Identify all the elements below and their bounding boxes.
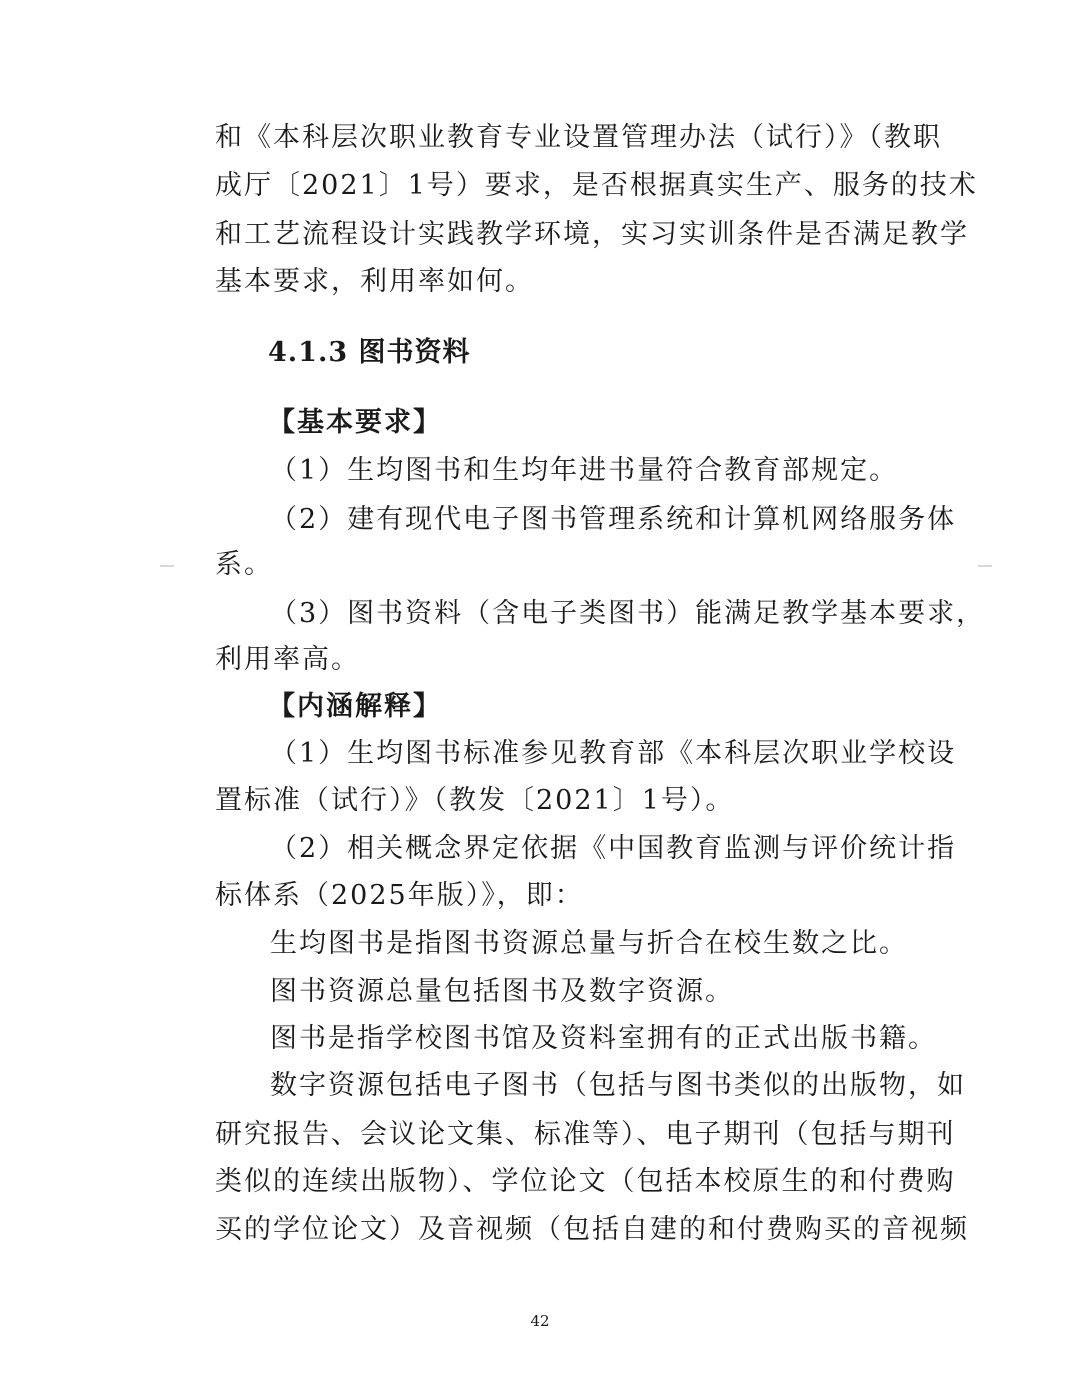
basic-req-item-2-line-1: （2）建有现代电子图书管理系统和计算机网络服务体 [270,504,957,535]
basic-req-item-1: （1）生均图书和生均年进书量符合教育部规定。 [270,455,899,486]
para1-line-2: 成厅〔2021〕1号）要求，是否根据真实生产、服务的技术 [215,170,978,201]
para1-line-4: 基本要求，利用率如何。 [215,266,534,297]
para1-line-1: 和《本科层次职业教育专业设置管理办法（试行）》（教职 [215,122,942,153]
interp-item-1-line-2: 置标准（试行）》（教发〔2021〕1号）。 [215,785,735,816]
interp-item-2-line-2: 标体系（2025年版）》，即： [215,880,584,911]
definition-4-line-3: 类似的连续出版物）、学位论文（包括本校原生的和付费购 [215,1166,956,1197]
scan-mark-right [978,565,992,567]
page-number: 42 [530,1312,550,1330]
definition-4-line-2: 研究报告、会议论文集、标准等）、电子期刊（包括与期刊 [215,1119,956,1150]
definition-2: 图书资源总量包括图书及数字资源。 [270,976,734,1007]
basic-req-item-3-line-1: （3）图书资料（含电子类图书）能满足教学基本要求， [270,598,986,629]
definition-4-line-4: 买的学位论文）及音视频（包括自建的和付费购买的音视频 [215,1214,969,1245]
section-heading: 4.1.3 图书资料 [268,337,471,368]
basic-req-item-2-line-2: 系。 [215,549,273,580]
definition-4-line-1: 数字资源包括电子图书（包括与图书类似的出版物，如 [270,1070,966,1101]
interp-item-2-line-1: （2）相关概念界定依据《中国教育监测与评价统计指 [270,833,957,864]
definition-3: 图书是指学校图书馆及资料室拥有的正式出版书籍。 [270,1023,937,1054]
definition-1: 生均图书是指图书资源总量与折合在校生数之比。 [270,928,908,959]
interp-item-1-line-1: （1）生均图书标准参见教育部《本科层次职业学校设 [270,738,957,769]
interpretation-title: 【内涵解释】 [268,691,442,722]
para1-line-3: 和工艺流程设计实践教学环境，实习实训条件是否满足教学 [215,219,969,250]
basic-requirements-title: 【基本要求】 [268,407,442,438]
scan-mark-left [160,565,174,567]
basic-req-item-3-line-2: 利用率高。 [215,644,360,675]
